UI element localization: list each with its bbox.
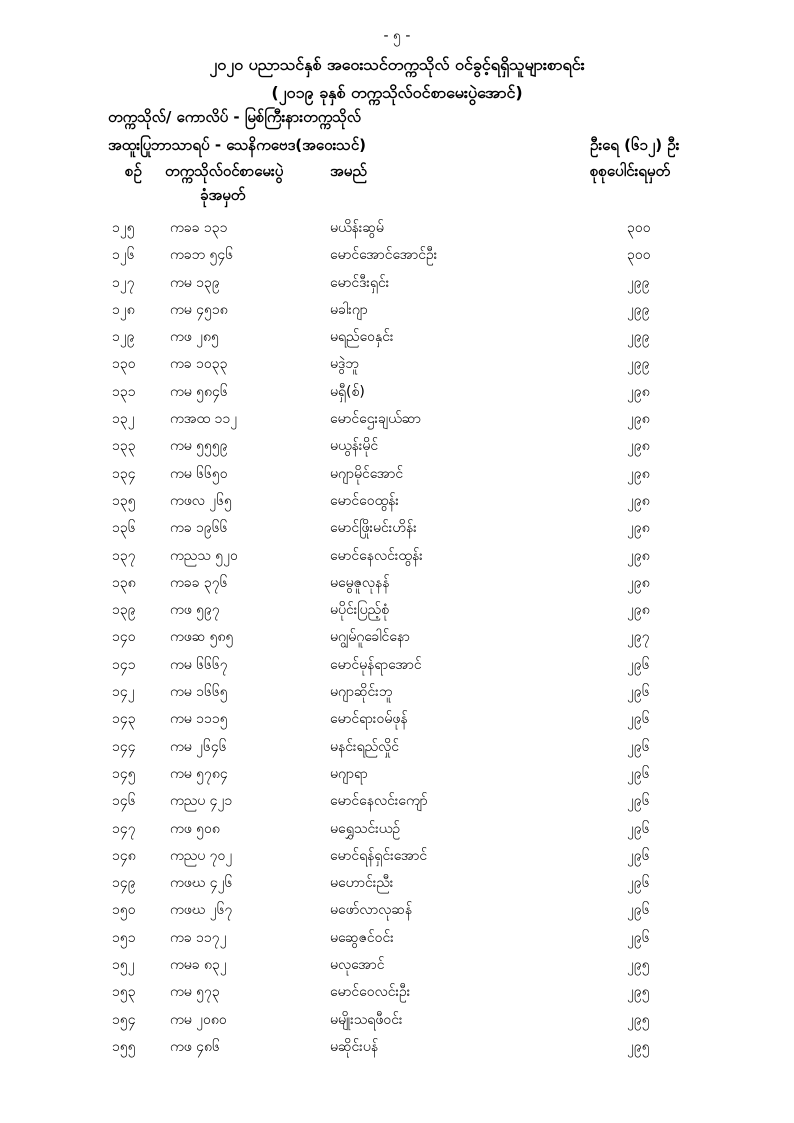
name-cell: မခါးဂျာ [330, 301, 368, 318]
roll-number-cell: ကမ ၅၇၃ [170, 984, 220, 1001]
marks-cell: ၂၉၆ [627, 765, 650, 782]
roll-number-cell: ကမ ၁၁၁၅ [170, 711, 228, 728]
table-row [0, 926, 794, 953]
name-cell: မဂျာရာ [330, 765, 368, 782]
roll-number-cell: ကဖ ၅၀၈ [170, 820, 220, 837]
roll-number-cell: ကဖဆ ၅၈၅ [170, 629, 234, 646]
table-row [0, 625, 794, 652]
name-cell: မောင်ဝေလင်းဦး [330, 984, 411, 1001]
marks-cell: ၂၉၆ [627, 738, 650, 755]
name-cell: မဂျာမိုင်အောင် [330, 465, 404, 482]
marks-cell: ၂၉၆ [627, 847, 650, 864]
header-serial: စဉ် [125, 162, 142, 180]
serial-cell: ၁၃၁ [112, 383, 136, 400]
roll-number-cell: ကခ ၁၁၇၂ [170, 929, 227, 946]
marks-cell: ၃၀၀ [627, 220, 651, 236]
marks-cell: ၂၉၉ [627, 274, 650, 291]
serial-cell: ၁၂၇ [112, 274, 135, 291]
table-row [0, 462, 794, 489]
roll-number-cell: ကခခ ၃၇၆ [170, 574, 228, 591]
roll-number-cell: ကမ ၄၅၁၈ [170, 301, 228, 318]
name-cell: မောင်ဖြိုးမင်းဟိန်း [330, 520, 417, 537]
name-cell: မဆွေဇင်ဝင်း [330, 929, 394, 946]
marks-cell: ၂၉၈ [627, 383, 650, 400]
table-row [0, 735, 794, 762]
name-cell: မဖော်လာလုဆန် [330, 902, 413, 919]
serial-cell: ၁၂၆ [112, 247, 135, 264]
serial-cell: ၁၄၁ [112, 656, 136, 673]
serial-cell: ၁၄၃ [112, 711, 136, 728]
table-row [0, 544, 794, 571]
marks-cell: ၂၉၆ [627, 902, 650, 919]
marks-cell: ၂၉၆ [627, 711, 650, 728]
serial-cell: ၁၃၀ [112, 356, 136, 373]
serial-cell: ၁၃၃ [112, 438, 136, 455]
name-cell: မောင်ဝေထွန်း [330, 492, 399, 509]
roll-number-cell: ကဖဃ ၂၆၇ [170, 902, 233, 919]
name-cell: မရည်ဝေနှင်း [330, 329, 394, 346]
table-row [0, 680, 794, 707]
serial-cell: ၁၅၅ [112, 1038, 136, 1055]
name-cell: မောင်ဌေးချယ်ဆာ [330, 411, 422, 428]
marks-cell: ၂၉၆ [627, 875, 650, 892]
table-row [0, 243, 794, 270]
table-row [0, 953, 794, 980]
name-cell: မမွေဇူလုနန် [330, 574, 390, 591]
roll-number-cell: ကမ ၆၆၅၀ [170, 465, 228, 482]
serial-cell: ၁၂၉ [112, 329, 135, 346]
name-cell: မဂျွမ်ဂူခေါင်နော [330, 629, 410, 646]
marks-cell: ၃၀၀ [627, 247, 651, 264]
roll-number-cell: ကမ ၁၃၉ [170, 274, 220, 291]
serial-cell: ၁၅၂ [112, 957, 135, 974]
name-cell: မဂျာဆိုင်းဘူ [330, 684, 393, 701]
results-table [0, 216, 794, 1062]
serial-cell: ၁၃၉ [112, 602, 136, 619]
serial-cell: ၁၃၄ [112, 465, 136, 482]
roll-number-cell: ကဖလ ၂၆၅ [170, 492, 232, 509]
list-subtitle: (၂၀၁၉ ခုနှစ် တက္ကသိုလ်ဝင်စာမေးပွဲအောင်) [271, 83, 523, 102]
serial-cell: ၁၃၅ [112, 492, 136, 509]
marks-cell: ၂၉၇ [627, 629, 650, 646]
name-cell: မဒွဲဘူ [330, 356, 359, 373]
marks-cell: ၂၉၆ [627, 656, 650, 673]
serial-cell: ၁၃၂ [112, 411, 135, 428]
roll-number-cell: ကမ ၅၅၅၉ [170, 438, 228, 455]
table-row [0, 380, 794, 407]
table-row [0, 352, 794, 379]
serial-cell: ၁၅၀ [112, 902, 136, 919]
table-row [0, 407, 794, 434]
serial-cell: ၁၄၉ [112, 875, 136, 892]
serial-cell: ၁၅၃ [112, 984, 136, 1001]
marks-cell: ၂၉၈ [627, 520, 650, 537]
serial-cell: ၁၃၇ [112, 547, 136, 564]
serial-cell: ၁၂၈ [112, 301, 135, 318]
marks-cell: ၂၉၈ [627, 602, 650, 619]
serial-cell: ၁၄၄ [112, 738, 136, 755]
roll-number-cell: ကခခ ၁၃၁ [170, 220, 228, 236]
name-cell: မဆိုင်းပန် [330, 1038, 379, 1055]
list-title: ၂၀၂၀ ပညာသင်နှစ် အဝေးသင်တက္ကသိုလ် ဝင်ခွင့်ရရှိသူများစာရင်း [209, 55, 585, 74]
name-cell: မရွှေသင်းယဉ် [330, 820, 401, 837]
serial-cell: ၁၄၂ [112, 684, 135, 701]
header-name: အမည် [330, 162, 367, 180]
table-row [0, 298, 794, 325]
roll-number-cell: ကမ ၆၆၆၇ [170, 656, 228, 673]
name-cell: မောင်ဒီးရှင်း [330, 274, 390, 291]
name-cell: မောင်မုန်ရာအောင် [330, 656, 422, 673]
serial-cell: ၁၅၁ [112, 929, 136, 946]
serial-cell: ၁၅၄ [112, 1011, 136, 1028]
table-row [0, 844, 794, 871]
roll-number-cell: ကညသ ၅၂၀ [170, 547, 238, 564]
name-cell: မယိန်းဆွမ် [330, 220, 384, 236]
serial-cell: ၁၂၅ [112, 220, 135, 236]
table-row [0, 571, 794, 598]
marks-cell: ၂၉၅ [627, 1038, 650, 1055]
roll-number-cell: ကဖ ၅၉၇ [170, 602, 220, 619]
marks-cell: ၂၉၈ [627, 465, 650, 482]
marks-cell: ၂၉၉ [627, 356, 650, 373]
marks-cell: ၂၉၆ [627, 684, 650, 701]
marks-cell: ၂၉၉ [627, 301, 650, 318]
table-row [0, 598, 794, 625]
roll-number-cell: ကအထ ၁၁၂ [170, 411, 238, 428]
serial-cell: ၁၃၈ [112, 574, 136, 591]
roll-number-cell: ကဖ ၂၈၅ [170, 329, 219, 346]
roll-number-cell: ကညပ ၇၀၂ [170, 847, 233, 864]
marks-cell: ၂၉၆ [627, 820, 650, 837]
serial-cell: ၁၄၇ [112, 820, 136, 837]
roll-number-cell: ကဖ ၄၈၆ [170, 1038, 220, 1055]
marks-cell: ၂၉၅ [627, 984, 650, 1001]
serial-cell: ၁၄၆ [112, 793, 136, 810]
roll-number-cell: ကခ ၁၉၆၆ [170, 520, 228, 537]
table-row [0, 817, 794, 844]
marks-cell: ၂၉၈ [627, 547, 650, 564]
roll-number-cell: ကညပ ၄၂၁ [170, 793, 233, 810]
marks-cell: ၂၉၉ [627, 329, 650, 346]
university-line: တက္ကသိုလ်/ ကောလိပ် - မြစ်ကြီးနားတက္ကသိုလ် [108, 108, 361, 126]
roll-number-cell: ကခ ၁၀၃၃ [170, 356, 228, 373]
marks-cell: ၂၉၈ [627, 438, 650, 455]
header-roll-number: တက္ကသိုလ်ဝင်စာမေးပွဲ [165, 162, 284, 180]
page-number: - ၅ - [383, 28, 411, 44]
roll-number-cell: ကမ ၂၀၈၀ [170, 1011, 227, 1028]
name-cell: မလုအောင် [330, 957, 385, 974]
table-row [0, 898, 794, 925]
serial-cell: ၁၄၅ [112, 765, 136, 782]
name-cell: မနင်းရည်လှိုင် [330, 738, 400, 755]
roll-number-cell: ကဖဃ ၄၂၆ [170, 875, 233, 892]
serial-cell: ၁၄၀ [112, 629, 136, 646]
table-row [0, 516, 794, 543]
serial-cell: ၁၃၆ [112, 520, 136, 537]
name-cell: မောင်နေလင်းထွန်း [330, 547, 423, 564]
name-cell: မဟောင်းညီး [330, 875, 394, 892]
header-total-marks: စုစုပေါင်းရမှတ် [590, 162, 671, 180]
name-cell: မောင်ရားဝမ်ဖုန် [330, 711, 408, 728]
roll-number-cell: ကမ ၅၇၈၄ [170, 765, 228, 782]
serial-cell: ၁၄၈ [112, 847, 136, 864]
roll-number-cell: ကခဘ ၅၄၆ [170, 247, 234, 264]
roll-number-cell: ကမ ၁၆၆၅ [170, 684, 228, 701]
major-line: အထူးပြုဘာသာရပ် - သေနိကဗေဒ(အဝေးသင်) [108, 136, 366, 154]
table-row [0, 434, 794, 461]
name-cell: မရှီ(စ်) [330, 383, 365, 400]
roll-number-cell: ကမ ၂၆၄၆ [170, 738, 227, 755]
table-row [0, 271, 794, 298]
name-cell: မောင်ရန်ရှင်းအောင် [330, 847, 428, 864]
table-row [0, 980, 794, 1007]
table-row [0, 216, 794, 243]
name-cell: မမျိုးသရဖီဝင်း [330, 1011, 403, 1028]
table-row [0, 762, 794, 789]
name-cell: မောင်နေလင်းကျော် [330, 793, 428, 810]
name-cell: မယွန်းမိုင် [330, 438, 379, 455]
table-row [0, 489, 794, 516]
marks-cell: ၂၉၅ [627, 957, 650, 974]
roll-number-cell: ကမခ ၈၃၂ [170, 957, 227, 974]
table-row [0, 1035, 794, 1062]
table-row [0, 707, 794, 734]
table-row [0, 325, 794, 352]
table-row [0, 871, 794, 898]
marks-cell: ၂၉၅ [627, 1011, 650, 1028]
marks-cell: ၂၉၆ [627, 793, 650, 810]
table-row [0, 1008, 794, 1035]
total-count: ဦးရေ (၆၁၂) ဦး [590, 136, 680, 154]
table-row [0, 653, 794, 680]
marks-cell: ၂၉၈ [627, 574, 650, 591]
roll-number-cell: ကမ ၅၈၄၆ [170, 383, 228, 400]
name-cell: မောင်အောင်အောင်ဦး [330, 247, 438, 264]
header-roll-number-line2: ခုံအမှတ် [200, 186, 246, 204]
marks-cell: ၂၉၈ [627, 492, 650, 509]
name-cell: မပိုင်းပြည့်စုံ [330, 602, 390, 619]
marks-cell: ၂၉၆ [627, 929, 650, 946]
table-row [0, 789, 794, 816]
marks-cell: ၂၉၈ [627, 411, 650, 428]
